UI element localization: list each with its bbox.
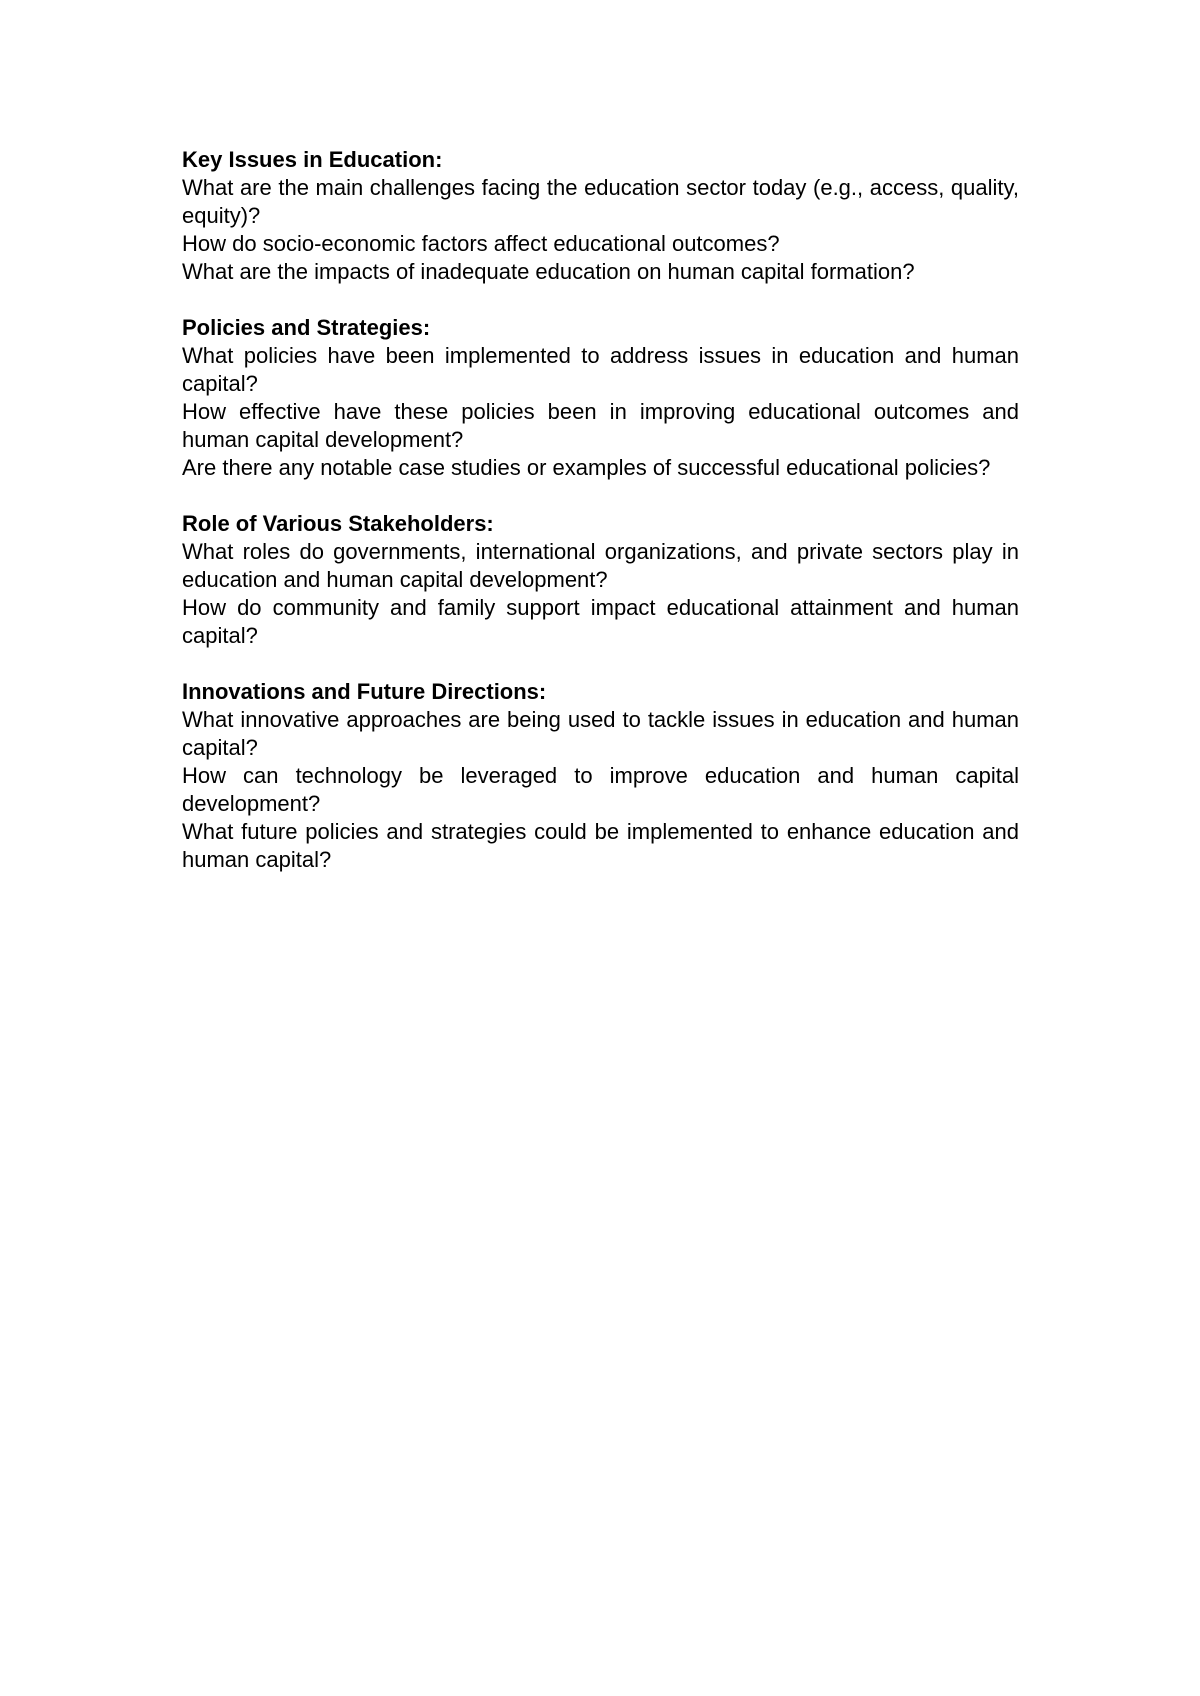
section-heading: Policies and Strategies: <box>182 315 431 340</box>
section-heading: Innovations and Future Directions: <box>182 679 547 704</box>
paragraph: Are there any notable case studies or examples of successful educational policies? <box>182 455 991 480</box>
paragraph: What are the main challenges facing the education sector today (e.g., access, quality, equity)? <box>182 175 1019 228</box>
document-body <box>182 146 1019 902</box>
paragraph: What are the impacts of inadequate education on human capital formation? <box>182 259 915 284</box>
section-innovations <box>182 678 1019 874</box>
section-heading: Key Issues in Education: <box>182 147 443 172</box>
section-policies <box>182 314 1019 482</box>
paragraph: How effective have these policies been in improving educational outcomes and human capital development? <box>182 399 1019 452</box>
paragraph: How do socio-economic factors affect educational outcomes? <box>182 231 780 256</box>
paragraph: How do community and family support impact educational attainment and human capital? <box>182 595 1019 648</box>
paragraph: How can technology be leveraged to improve education and human capital development? <box>182 763 1019 816</box>
paragraph: What future policies and strategies could be implemented to enhance education and human capital? <box>182 819 1019 872</box>
paragraph: What policies have been implemented to address issues in education and human capital? <box>182 343 1019 396</box>
section-heading: Role of Various Stakeholders: <box>182 511 494 536</box>
section-key-issues <box>182 146 1019 286</box>
paragraph: What roles do governments, international organizations, and private sectors play in education and human capital development? <box>182 539 1019 592</box>
section-stakeholders <box>182 510 1019 650</box>
paragraph: What innovative approaches are being used to tackle issues in education and human capital? <box>182 707 1019 760</box>
